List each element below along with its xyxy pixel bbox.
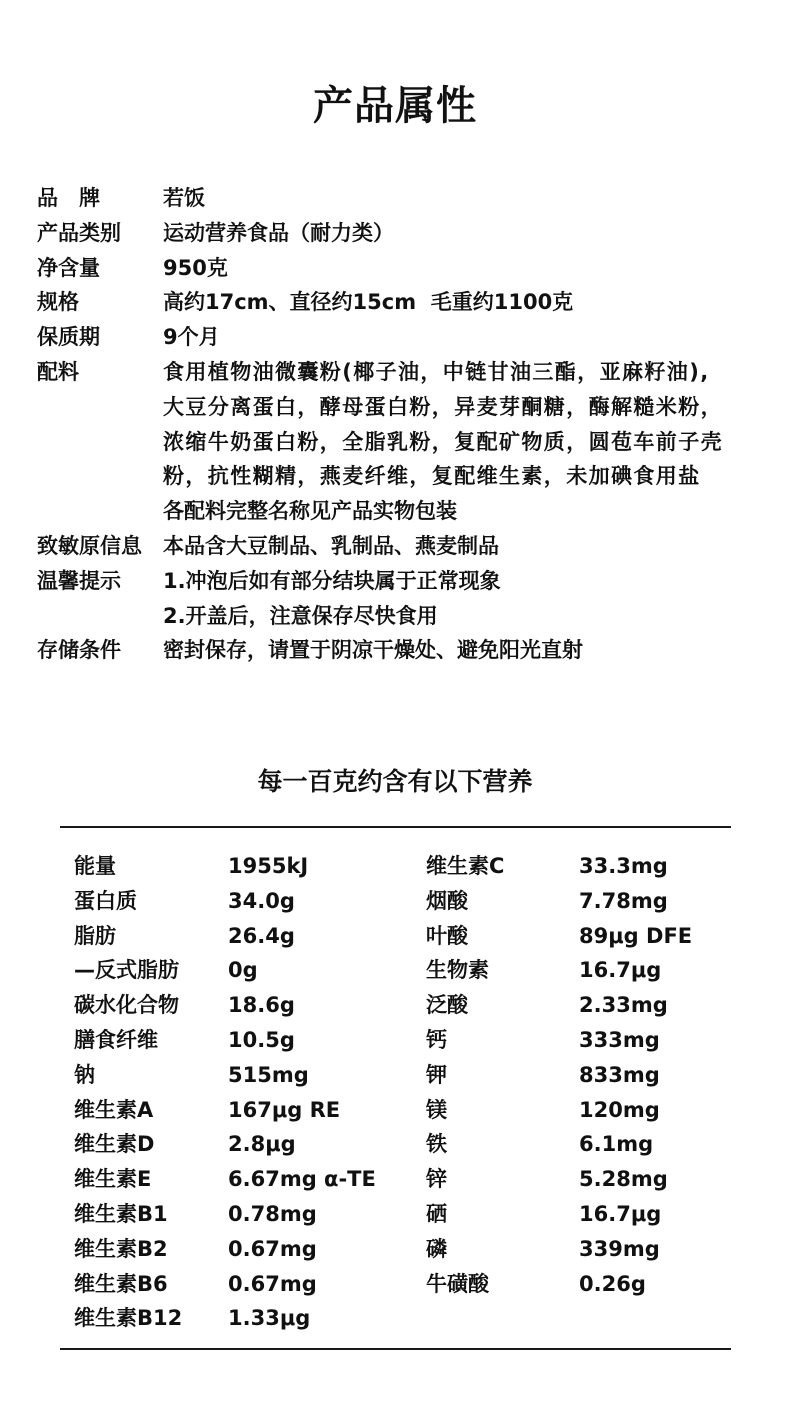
page-title: 产品属性	[313, 83, 477, 129]
nutrient-name: 钙	[426, 1027, 447, 1052]
nutrient-value: 6.1mg	[579, 1132, 654, 1157]
nutrient-value: 833mg	[579, 1062, 660, 1087]
property-row-tips	[37, 564, 757, 634]
nutrient-name: 蛋白质	[74, 888, 137, 913]
nutrient-name: 铁	[426, 1132, 447, 1157]
nutrient-name: 维生素B6	[74, 1271, 168, 1296]
property-row-net-content	[37, 251, 757, 286]
nutrient-name: 磷	[426, 1236, 447, 1261]
nutrient-value: 333mg	[579, 1027, 660, 1052]
nutrient-value: 33.3mg	[579, 854, 668, 878]
property-value: 本品含大豆制品、乳制品、燕麦制品	[163, 533, 499, 558]
table-row	[74, 1023, 734, 1058]
nutrient-name: 维生素D	[74, 1132, 155, 1157]
table-top-rule	[60, 826, 731, 828]
nutrient-name: 能量	[74, 854, 116, 878]
property-label: 配料	[37, 359, 79, 384]
nutrient-value: 89μg DFE	[579, 923, 693, 948]
property-row-spec	[37, 285, 757, 320]
table-row	[74, 1093, 734, 1128]
nutrient-name: 硒	[426, 1201, 447, 1226]
ingredients-note: 各配料完整名称见产品实物包装	[163, 499, 457, 524]
nutrient-value: 1955kJ	[228, 854, 309, 878]
nutrient-value: 34.0g	[228, 888, 295, 913]
nutrient-value: 7.78mg	[579, 888, 668, 913]
nutrient-name: 维生素B2	[74, 1236, 168, 1261]
nutrition-title: 每一百克约含有以下营养	[257, 767, 533, 796]
table-row	[74, 988, 734, 1023]
nutrient-value: 2.8μg	[228, 1132, 296, 1157]
nutrient-value: 16.7μg	[579, 1201, 662, 1226]
property-row-brand	[37, 181, 757, 216]
nutrient-name: 碳水化合物	[74, 993, 179, 1018]
property-label: 产品类别	[37, 220, 121, 245]
nutrient-value: 515mg	[228, 1062, 309, 1087]
nutrient-name: 叶酸	[426, 923, 468, 948]
nutrient-value: 5.28mg	[579, 1167, 668, 1192]
property-label: 保质期	[37, 325, 100, 350]
nutrient-name: 脂肪	[74, 923, 116, 948]
property-row-category	[37, 216, 757, 251]
nutrient-value: 0.67mg	[228, 1236, 317, 1261]
nutrient-value: 26.4g	[228, 923, 295, 948]
tip-line: 2.开盖后，注意保存尽快食用	[163, 603, 438, 628]
nutrient-value: 10.5g	[228, 1027, 295, 1052]
property-value: 950克	[163, 255, 228, 280]
nutrient-value: 339mg	[579, 1236, 660, 1261]
property-label: 温馨提示	[37, 568, 121, 593]
property-label: 品 牌	[37, 186, 100, 210]
table-row	[74, 884, 734, 919]
nutrient-value: 6.67mg α-TE	[228, 1167, 376, 1192]
product-properties	[37, 181, 757, 668]
nutrient-name: 维生素B1	[74, 1201, 168, 1226]
nutrient-name: 维生素E	[74, 1167, 152, 1192]
ingredients-text: 食用植物油微囊粉(椰子油，中链甘油三酯，亚麻籽油),大豆分离蛋白，酵母蛋白粉，异麦芽酮糖，酶解糙米粉，浓缩牛奶蛋白粉，全脂乳粉，复配矿物质，圆苞车前子壳粉，抗性糊精，燕麦纤维，复配维生素，未加碘食用盐	[163, 359, 723, 489]
nutrient-name: 牛磺酸	[426, 1271, 489, 1296]
nutrient-value: 1.33μg	[228, 1306, 311, 1331]
nutrient-name: 钾	[426, 1062, 447, 1087]
table-row	[74, 1301, 734, 1336]
nutrient-value: 0.78mg	[228, 1201, 317, 1226]
property-row-shelf-life	[37, 320, 757, 355]
nutrient-value: 0.67mg	[228, 1271, 317, 1296]
property-value: 9个月	[163, 325, 220, 350]
nutrient-name: 生物素	[426, 958, 489, 983]
nutrient-value: 0g	[228, 958, 258, 983]
table-row	[74, 919, 734, 954]
table-row	[74, 849, 734, 884]
property-label: 致敏原信息	[37, 533, 142, 558]
nutrient-value: 16.7μg	[579, 958, 662, 983]
table-row	[74, 1162, 734, 1197]
property-value: 高约17cm、直径约15cm 毛重约1100克	[163, 290, 574, 315]
table-row	[74, 1127, 734, 1162]
nutrient-name: 钠	[74, 1062, 95, 1087]
nutrient-name: 烟酸	[426, 888, 468, 913]
property-label: 存储条件	[37, 638, 121, 663]
table-row	[74, 1197, 734, 1232]
property-value: 若饭	[163, 186, 205, 210]
table-row	[74, 1232, 734, 1267]
nutrient-name: 锌	[426, 1167, 447, 1192]
table-bottom-rule	[60, 1348, 731, 1350]
nutrient-value: 120mg	[579, 1097, 660, 1122]
table-row	[74, 953, 734, 988]
nutrient-name: 维生素B12	[74, 1306, 183, 1331]
nutrient-value: 167μg RE	[228, 1097, 341, 1122]
tip-line: 1.冲泡后如有部分结块属于正常现象	[163, 568, 501, 593]
property-value: 密封保存，请置于阴凉干燥处、避免阳光直射	[163, 638, 583, 663]
nutrient-name: 维生素C	[426, 854, 505, 878]
nutrient-value: 2.33mg	[579, 993, 668, 1018]
property-label: 规格	[37, 290, 79, 315]
nutrient-name: —反式脂肪	[74, 958, 179, 983]
nutrient-name: 镁	[426, 1097, 447, 1122]
property-value: 运动营养食品（耐力类）	[163, 220, 394, 245]
table-row	[74, 1267, 734, 1302]
nutrient-value: 18.6g	[228, 993, 295, 1018]
nutrition-table	[74, 849, 734, 1336]
nutrient-value: 0.26g	[579, 1271, 646, 1296]
property-row-storage	[37, 633, 757, 668]
property-label: 净含量	[37, 255, 100, 280]
table-row	[74, 1058, 734, 1093]
nutrient-name: 泛酸	[426, 993, 468, 1018]
nutrient-name: 维生素A	[74, 1097, 154, 1122]
property-row-ingredients	[37, 355, 757, 529]
property-row-allergen	[37, 529, 757, 564]
nutrient-name: 膳食纤维	[74, 1027, 158, 1052]
